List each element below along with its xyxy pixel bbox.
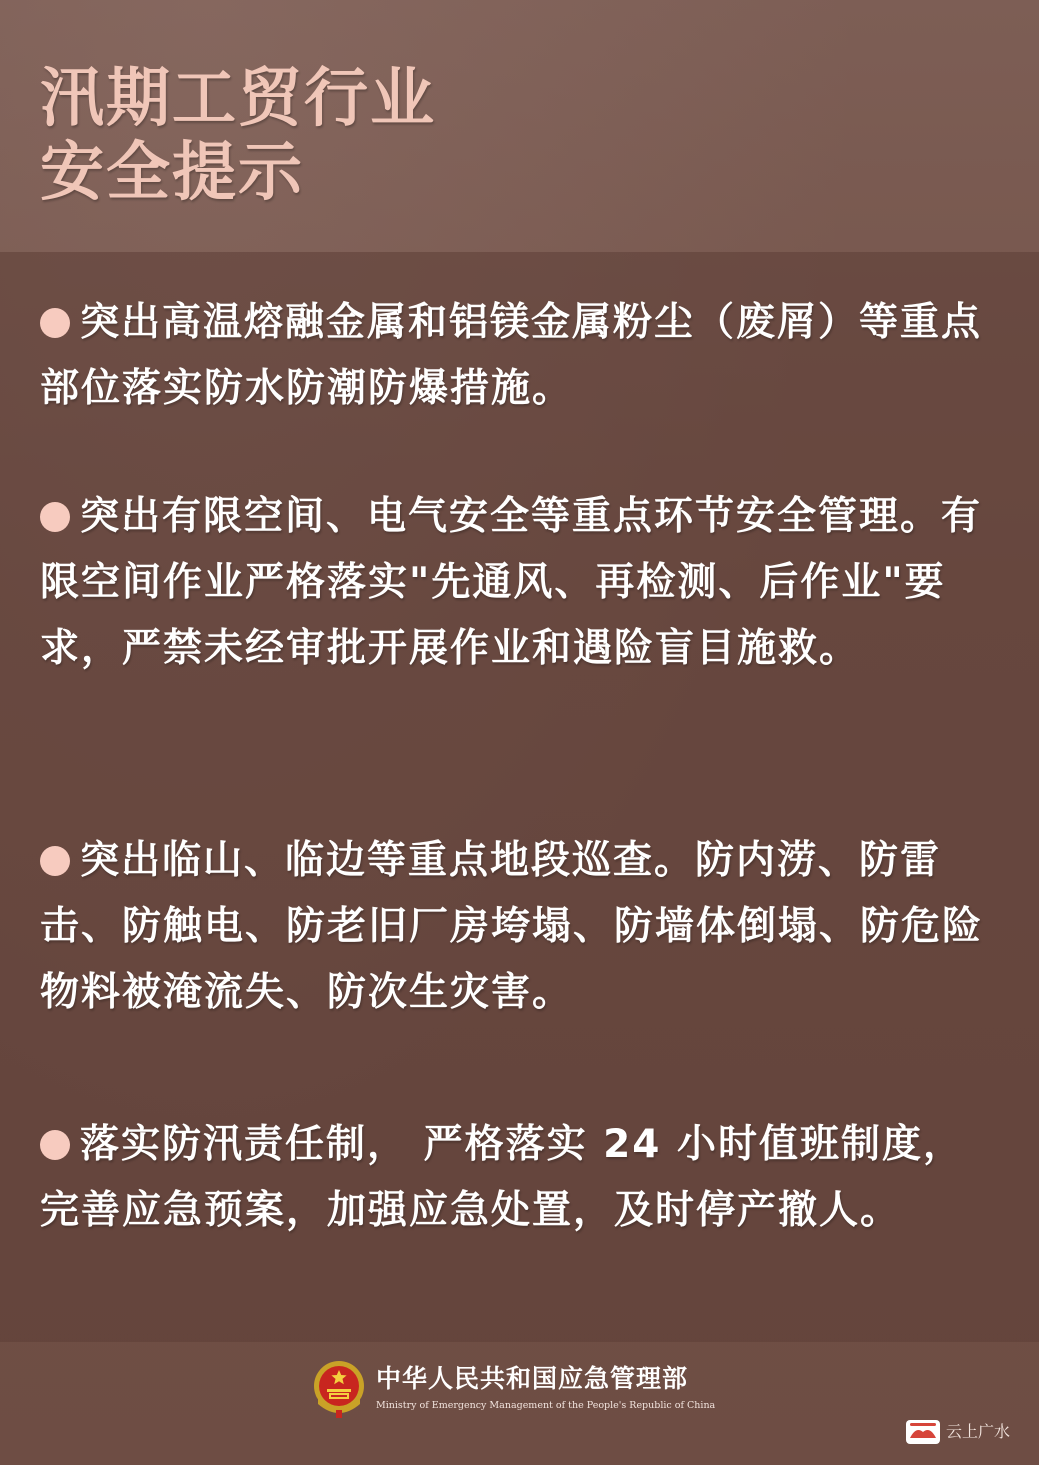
bullet-dot-icon bbox=[40, 308, 70, 338]
yunshang-logo-icon bbox=[906, 1420, 940, 1444]
bullet-dot-icon bbox=[40, 1130, 70, 1160]
title-line-1: 汛期工贸行业 bbox=[40, 62, 436, 136]
safety-tip bbox=[40, 290, 1002, 422]
safety-tip bbox=[40, 1112, 1002, 1244]
safety-tip bbox=[40, 484, 1002, 682]
watermark-text: 云上广水 bbox=[946, 1422, 1011, 1441]
bullet-dot-icon bbox=[40, 846, 70, 876]
bullet-dot-icon bbox=[40, 502, 70, 532]
tip-text: 突出临山、临边等重点地段巡查。防内涝、防雷击、防触电、防老旧厂房垮塌、防墙体倒塌、防危险物料被淹流失、防次生灾害。 bbox=[40, 838, 984, 1015]
ministry-name-en: Ministry of Emergency Management of the People's Republic of China bbox=[376, 1400, 716, 1411]
national-emblem-icon bbox=[310, 1358, 368, 1420]
safety-tip bbox=[40, 828, 1002, 1026]
tip-text: 突出高温熔融金属和铝镁金属粉尘（废屑）等重点部位落实防水防潮防爆措施。 bbox=[40, 300, 983, 411]
tip-text: 落实防汛责任制， 严格落实 24 小时值班制度，完善应急预案，加强应急处置，及时停产撤人。 bbox=[40, 1122, 965, 1233]
ministry-name: 中华人民共和国应急管理部 bbox=[376, 1364, 689, 1393]
tip-text: 突出有限空间、电气安全等重点环节安全管理。有限空间作业严格落实"先通风、再检测、后作业"要求，严禁未经审批开展作业和遇险盲目施救。 bbox=[40, 494, 983, 671]
source-watermark bbox=[906, 1420, 1026, 1446]
title-line-2: 安全提示 bbox=[40, 136, 304, 210]
ministry-footer bbox=[310, 1358, 750, 1422]
page-title bbox=[40, 62, 436, 210]
